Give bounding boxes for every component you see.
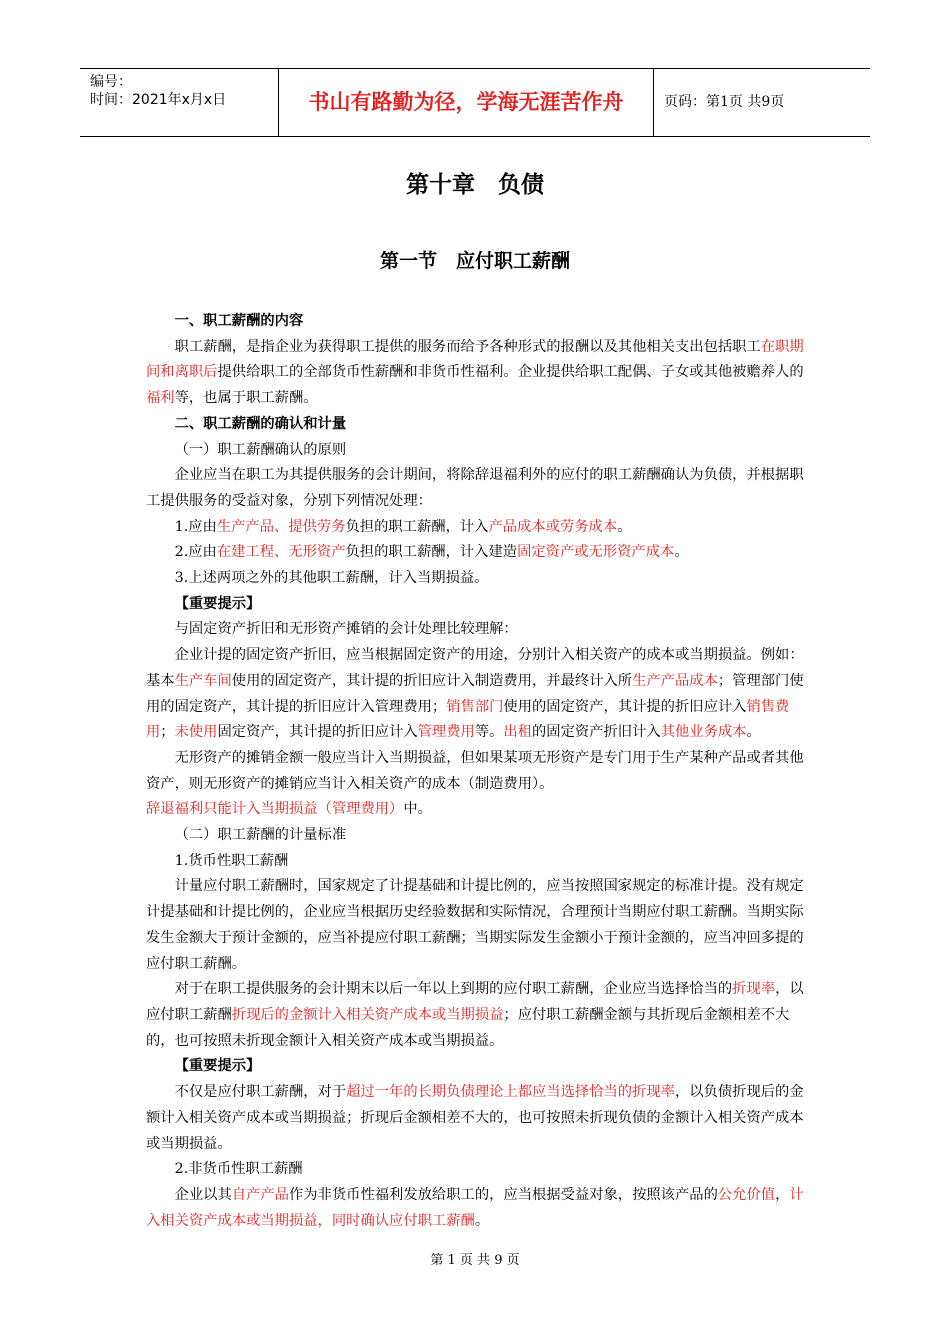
paragraph: 企业应当在职工为其提供服务的会计期间，将除辞退福利外的应付的职工薪酬确认为负债，并根据职工提供服务的受益对象，分别下列情况处理： bbox=[146, 467, 804, 509]
important-tip: 【重要提示】 bbox=[174, 1058, 261, 1075]
header-motto: 书山有路勤为径，学海无涯苦作舟 bbox=[279, 69, 654, 136]
page-footer: 第 1 页 共 9 页 bbox=[430, 1253, 520, 1268]
paragraph: 企业计提的固定资产折旧，应当根据固定资产的用途，分别计入相关资产的成本或当期损益。例如：基本生产车间使用的固定资产，其计提的折旧应计入制造费用，并最终计入所生产产品成本；管理部门使用的固定资产，其计提的折旧应计入管理费用；销售部门使用的固定资产，其计提的折旧应计入销售费用；未使用固定资产，其计提的折旧应计入管理费用等。出租的固定资产折旧计入其他业务成本。 bbox=[146, 647, 804, 741]
paragraph: 无形资产的摊销金额一般应当计入当期损益，但如果某项无形资产是专门用于生产某种产品或者其他资产，则无形资产的摊销应当计入相关资产的成本（制造费用）。 bbox=[146, 749, 804, 792]
section-title: 第一节 应付职工薪酬 bbox=[379, 250, 570, 272]
heading-1: 一、职工薪酬的内容 bbox=[174, 313, 304, 329]
header-number: 编号： bbox=[90, 74, 132, 90]
paragraph: 与固定资产折旧和无形资产摊销的会计处理比较理解： bbox=[174, 621, 518, 638]
subheading-2: （二）职工薪酬的计量标准 bbox=[174, 827, 347, 844]
header-info-cell bbox=[80, 69, 279, 136]
list-item: 2.应由在建工程、无形资产负担的职工薪酬，计入建造固定资产或无形资产成本。 bbox=[174, 544, 689, 561]
important-tip: 【重要提示】 bbox=[174, 595, 261, 612]
header-time: 时间：2021年x月x日 bbox=[90, 92, 227, 108]
paragraph: 职工薪酬，是指企业为获得职工提供的服务而给予各种形式的报酬以及其他相关支出包括职工在职期间和离职后提供给职工的全部货币性薪酬和非货币性福利。企业提供给职工配偶、子女或其他被赡养人的福利等，也属于职工薪酬。 bbox=[146, 338, 804, 407]
paragraph: 计量应付职工薪酬时，国家规定了计提基础和计提比例的，应当按照国家规定的标准计提。没有规定计提基础和计提比例的，企业应当根据历史经验数据和实际情况，合理预计当期应付职工薪酬。当期实际发生金额大于预计金额的，应当补提应付职工薪酬；当期实际发生金额小于预计金额的，应当冲回多提的应付职工薪酬。 bbox=[146, 878, 804, 972]
page-header bbox=[80, 68, 870, 137]
chapter-title: 第十章 负债 bbox=[406, 172, 544, 198]
header-page-info: 页码：第1页 共9页 bbox=[664, 94, 785, 110]
paragraph: 辞退福利只能计入当期损益（管理费用）中。 bbox=[146, 801, 432, 818]
subheading-1: （一）职工薪酬确认的原则 bbox=[174, 441, 347, 458]
list-item: 3.上述两项之外的其他职工薪酬，计入当期损益。 bbox=[174, 570, 489, 587]
paragraph: 不仅是应付职工薪酬，对于超过一年的长期负债理论上都应当选择恰当的折现率，以负债折现后的金额计入相关资产成本或当期损益；折现后金额相差不大的，也可按照未折现负债的金额计入相关资产成本或当期损益。 bbox=[146, 1084, 804, 1152]
paragraph: 企业以其自产产品作为非货币性福利发放给职工的，应当根据受益对象，按照该产品的公允价值，计入相关资产成本或当期损益，同时确认应付职工薪酬。 bbox=[146, 1186, 804, 1229]
document-body bbox=[146, 309, 806, 1234]
heading-2: 二、职工薪酬的确认和计量 bbox=[174, 415, 347, 432]
paragraph: 对于在职工提供服务的会计期末以后一年以上到期的应付职工薪酬，企业应当选择恰当的折现率，以应付职工薪酬折现后的金额计入相关资产成本或当期损益；应付职工薪酬金额与其折现后金额相差不大的，也可按照未折现金额计入相关资产成本或当期损益。 bbox=[146, 981, 804, 1049]
subheading-2b: 2.非货币性职工薪酬 bbox=[174, 1161, 303, 1178]
subheading-2a: 1.货币性职工薪酬 bbox=[174, 852, 289, 869]
list-item: 1.应由生产产品、提供劳务负担的职工薪酬，计入产品成本或劳务成本。 bbox=[174, 518, 632, 535]
